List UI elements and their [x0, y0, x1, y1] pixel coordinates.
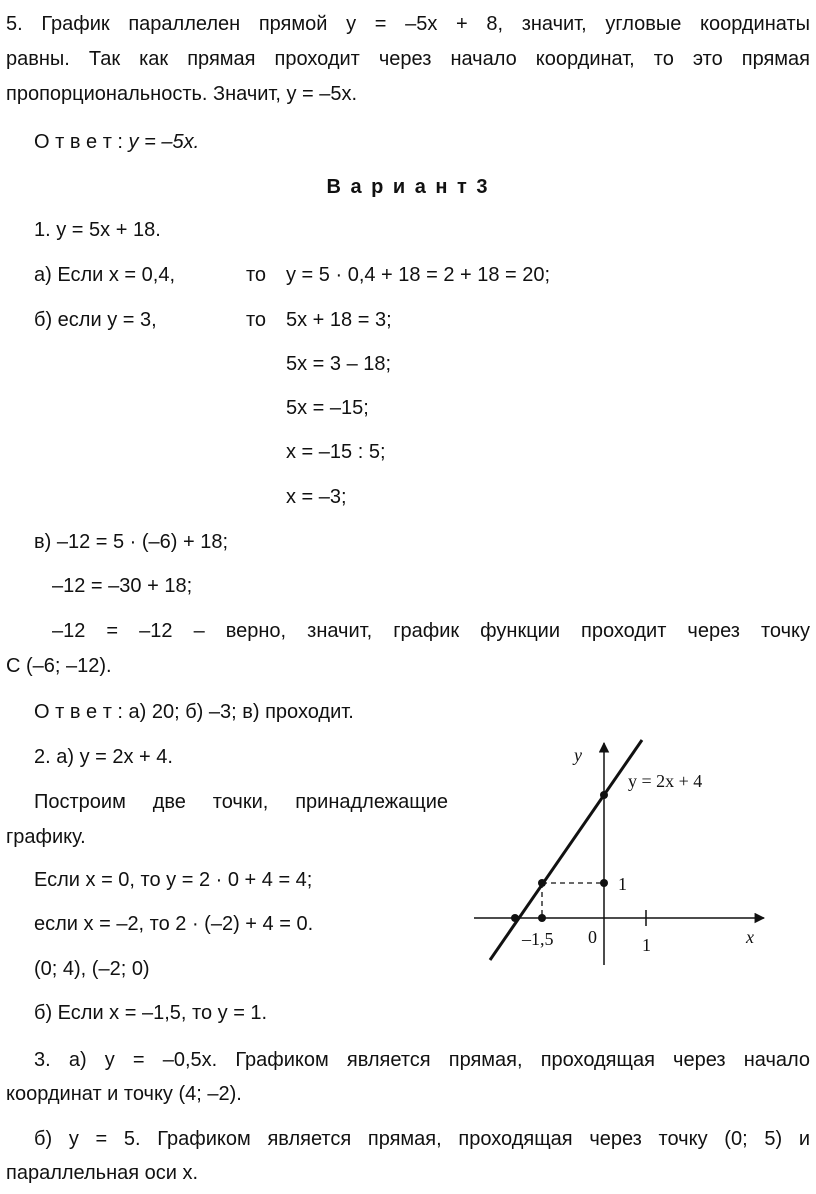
answer-label: О т в е т :: [34, 131, 123, 153]
answer-value: а) 20; б) –3; в) проходит.: [128, 701, 354, 723]
x-axis-label: x: [746, 927, 754, 947]
function-line: [490, 740, 642, 960]
t1-v-line2: –12 = –30 + 18;: [52, 575, 193, 597]
t1-b-step4: x = –15 : 5;: [286, 441, 386, 463]
t1-a-result: y = 5 · 0,4 + 18 = 2 + 18 = 20;: [286, 264, 551, 286]
t1-b-step2: 5x = 3 – 18;: [286, 353, 392, 375]
t1-b-step3: 5x = –15;: [286, 397, 369, 419]
answer-1: [34, 130, 199, 154]
y-tick-label: 1: [618, 874, 627, 894]
t2-line5: (0; 4), (–2; 0): [34, 958, 150, 980]
t1-header: 1. y = 5x + 18.: [34, 219, 161, 241]
answer-value: y = –5x.: [128, 131, 200, 153]
p5-line2: равны. Так как прямая проходит через начало координат, то это прямая: [6, 48, 810, 70]
t1-a-then: то: [246, 264, 267, 286]
point-minus2-0: [511, 914, 519, 922]
t1-b-step1: 5x + 18 = 3;: [286, 309, 392, 331]
function-graph: [470, 735, 770, 965]
variant-title: В а р и а н т 3: [326, 176, 490, 198]
x-tick-label: 1: [642, 935, 651, 955]
t1-a-condition: а) Если x = 0,4,: [34, 264, 176, 286]
t2-line2: графику.: [6, 826, 86, 848]
origin-label: 0: [588, 927, 597, 947]
point-minus1.5-1: [538, 879, 546, 887]
line-label: y = 2x + 4: [628, 771, 703, 791]
t1-v-line3: –12 = –12 – верно, значит, график функции проходит через точку: [52, 620, 810, 642]
t3-a-line1: 3. а) y = –0,5x. Графиком является прямая, проходящая через начало: [34, 1049, 810, 1071]
t3-b-line2: параллельная оси x.: [6, 1162, 199, 1184]
t2-line1: Построим две точки, принадлежащие: [34, 791, 448, 813]
t2-header: 2. а) y = 2x + 4.: [34, 746, 173, 768]
t2-line6: б) Если x = –1,5, то y = 1.: [34, 1002, 268, 1024]
t2-line4: если x = –2, то 2 · (–2) + 4 = 0.: [34, 913, 314, 935]
t1-b-step5: x = –3;: [286, 486, 347, 508]
t1-v-line1: в) –12 = 5 · (–6) + 18;: [34, 531, 229, 553]
point-minus1.5-0: [538, 914, 546, 922]
answer-2: [34, 700, 354, 724]
point-0-4: [600, 791, 608, 799]
t1-v-line4: C (–6; –12).: [6, 655, 112, 677]
p5-line1: 5. График параллелен прямой y = –5x + 8, значит, угловые координаты: [6, 13, 810, 35]
t1-b-then: то: [246, 309, 267, 331]
p5-line3: пропорциональность. Значит, y = –5x.: [6, 83, 358, 105]
t1-b-condition: б) если y = 3,: [34, 309, 157, 331]
point-0-1: [600, 879, 608, 887]
y-axis-label: y: [574, 745, 582, 765]
t3-a-line2: координат и точку (4; –2).: [6, 1083, 242, 1105]
x-neg-label: –1,5: [522, 929, 554, 949]
answer-label: О т в е т :: [34, 701, 123, 723]
t3-b-line1: б) y = 5. Графиком является прямая, проходящая через точку (0; 5) и: [34, 1128, 810, 1150]
t2-line3: Если x = 0, то y = 2 · 0 + 4 = 4;: [34, 869, 313, 891]
